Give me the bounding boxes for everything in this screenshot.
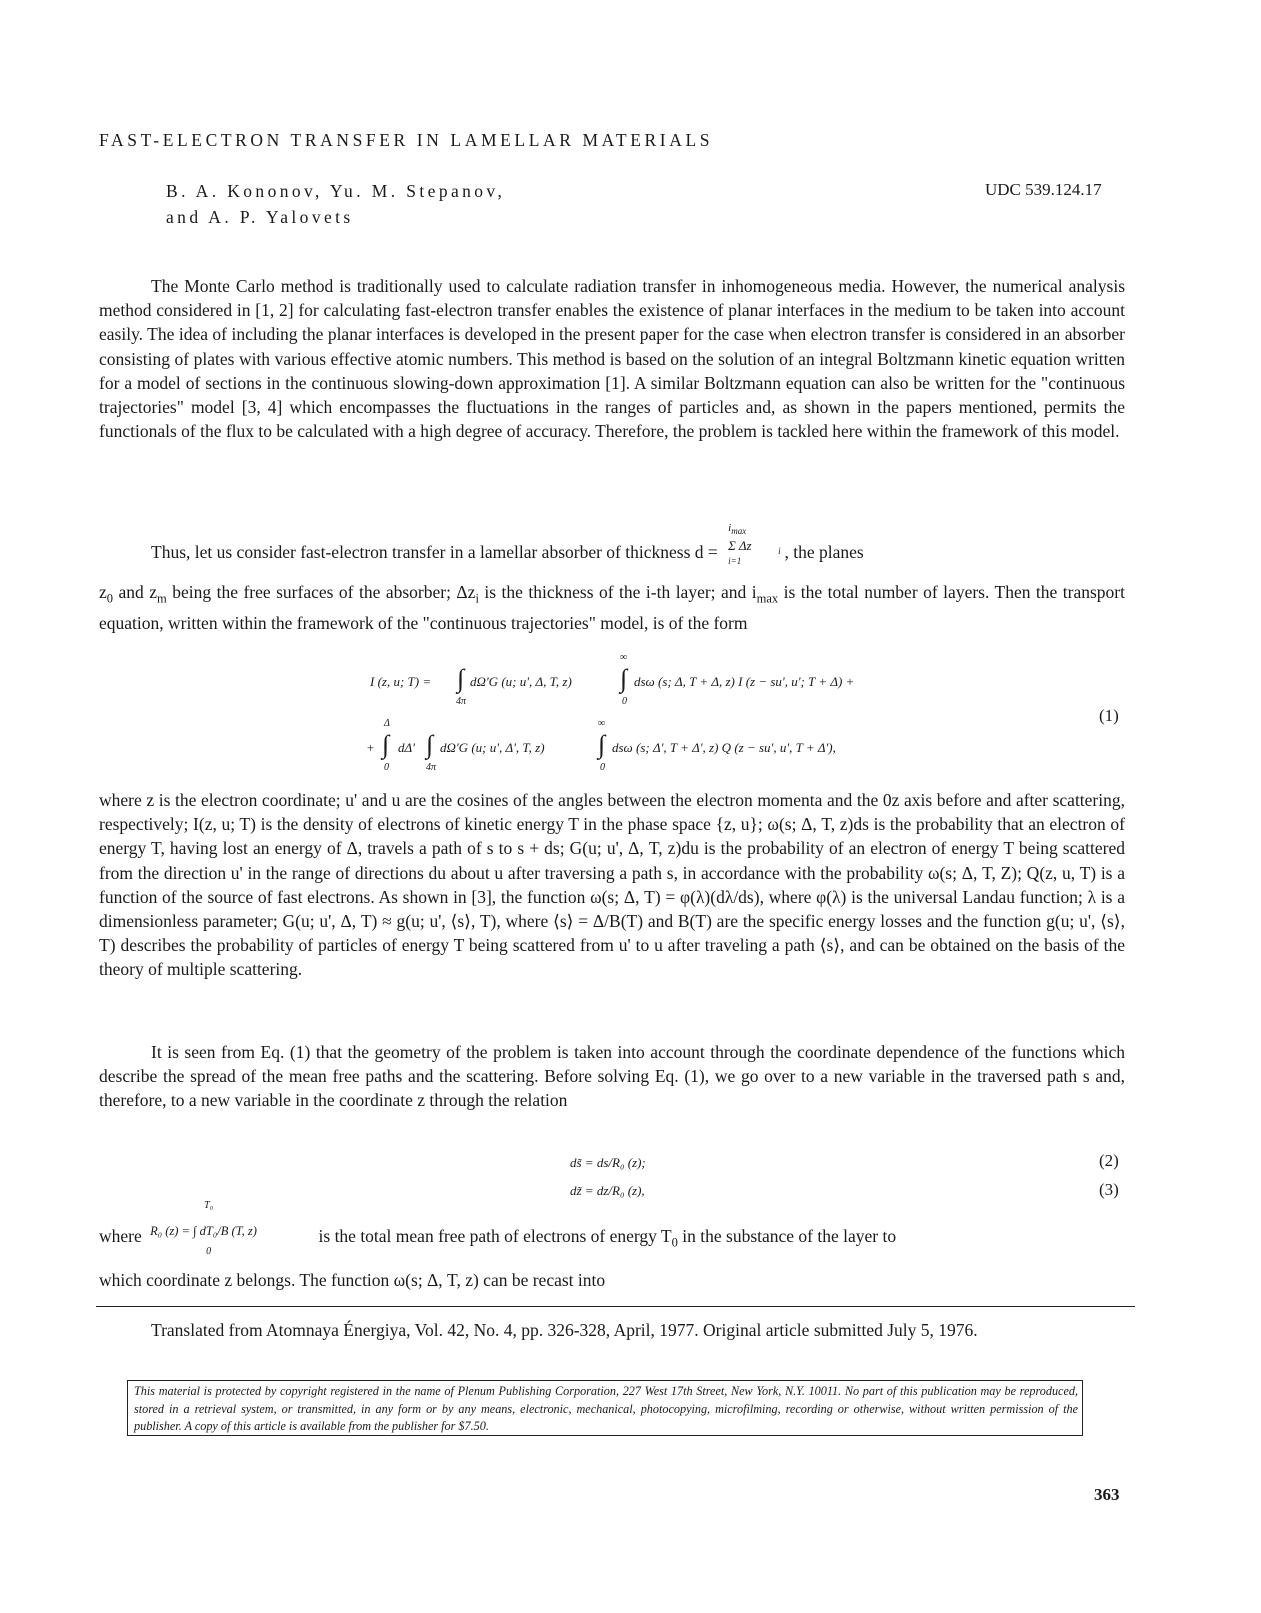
eq1-integral-1: ∫ [457,664,465,693]
paragraph-recast: which coordinate z belongs. The function ω(s; Δ, T, z) can be recast into [99,1270,606,1290]
eq1-limit-0c: 0 [600,762,605,773]
equation-3-number: (3) [1099,1180,1119,1199]
footnote-divider [96,1306,1135,1307]
paragraph-intro: The Monte Carlo method is traditionally used to calculate radiation transfer in inhomogeneous media. However, the numerical analysis method considered in [1, 2] for calculating fast-electron transfer enables the existence of planar interfaces in the medium to be taken into account easily. The idea of including the planar interfaces is developed in the present paper for the case when electron transfer is considered in an absorber consisting of plates with various effective atomic numbers. This method is based on the solution of an integral Boltzmann kinetic equation written for a model of sections in the continuous slowing-down approximation [1]. A similar Boltzmann equation can also be written for the "continuous trajectories" model [3, 4] which encompasses the fluctuations in the ranges of particles and, as shown in the papers mentioned, permits the functionals of the flux to be calculated with a high degree of accuracy. Therefore, the problem is tackled here within the framework of this model. [99,276,1125,442]
r0-lower-limit: 0 [206,1246,212,1257]
eq1-limit-4pi: 4π [456,696,467,707]
eq1-integral-4: ∫ [426,730,434,759]
paragraph-definitions: where z is the electron coordinate; u' and u are the cosines of the angles between the electron momenta and the 0z axis before and after scattering, respectively; I(z, u; T) is the density of electrons of kinetic energy T in the phase space {z, u}; ω(s; Δ, T, z)ds is the probability that an electron of energy T, having lost an energy of Δ, travels a path of s to s + ds; G(u; u', Δ, T, z)du is the probability of an electron of energy T being scattered from the direction u' in the range of directions du about u after traversing a path s, in accordance with the probability ω(s; Δ, T, Z); Q(z, u, T) is a function of the source of fast electrons. As shown in [3], the function ω(s; Δ, T) = φ(λ)(dλ/ds), where φ(λ) is the universal Landau function; λ is a dimensionless parameter; G(u; u', Δ, T) ≈ g(u; u', ⟨s⟩, T), where ⟨s⟩ = Δ/B(T) and B(T) are the specific energy losses and the function g(u; u', ⟨s⟩, T) describes the probability of particles of energy T being scattered from u' to u after traveling a path ⟨s⟩, and can be obtained on the basis of the theory of multiple scattering. [99,790,1125,980]
r0-formula [146,1200,314,1257]
planes-text: , the planes [784,542,864,562]
equation-2: ds̃ = ds/R₀ (z); [570,1155,646,1170]
eq1-integral-3: ∫ [382,730,390,759]
sum-sub-i: i [778,546,781,556]
eq1-plus: + [366,740,375,755]
paragraph-thus-line1 [151,522,864,566]
eq1-term-5: dsω (s; Δ', T + Δ', z) Q (z − su', u', T + Δ'), [612,740,836,755]
r0-expression: R₀ (z) = ∫ dT₀/B (T, z) [150,1224,257,1238]
eq1-limit-0b: 0 [384,762,389,773]
authors-line-2: and A. P. Yalovets [166,207,354,227]
equation-1 [366,652,1070,782]
sum-upper-limit: $i_{max}$ [728,522,747,537]
eq1-term-3: dΔ' [398,740,415,755]
page-number: 363 [1094,1485,1120,1504]
paper-title: FAST-ELECTRON TRANSFER IN LAMELLAR MATERIALS [99,130,714,150]
eq1-limit-inf-b: ∞ [598,718,606,729]
paragraph-thus-continued: $z_0$ and $z_m$ being the free surfaces of the absorber; $\Delta z_i$ is the thickness of the i-th layer; and $i_{max}$ is the total number of layers. Then the transport equation, written within the framework of the "continuous trajectories" model, is of the form [99,582,1125,633]
equation-3: dz̃ = dz/R₀ (z), [570,1183,645,1198]
authors [166,178,505,230]
sum-symbol: Σ Δz [728,538,752,553]
authors-line-1: B. A. Kononov, Yu. M. Stepanov, [166,181,506,201]
eq1-limit-4pi-b: 4π [426,762,437,773]
udc-code: UDC 539.124.17 [985,180,1102,199]
eq1-limit-0: 0 [622,696,627,707]
eq1-term-1: dΩ'G (u; u', Δ, T, z) [470,674,572,689]
paragraph-geometry: It is seen from Eq. (1) that the geometry of the problem is taken into account through the coordinate dependence of the functions which describe the spread of the mean free paths and the scattering. Before solving Eq. (1), we go over to a new variable in the traversed path s and, therefore, to a new variable in the coordinate z through the relation [99,1042,1125,1111]
paragraph-where-r0: where T₀ R₀ (z) = ∫ dT₀/B (T, z) 0 is the total mean free path of electrons of energy $T_0$ in the substance of the layer to [99,1200,897,1257]
equation-2-number: (2) [1099,1151,1119,1170]
eq1-integral-5: ∫ [598,730,606,759]
eq1-limit-inf: ∞ [620,652,628,663]
copyright-notice: This material is protected by copyright registered in the name of Plenum Publishing Corporation, 227 West 17th Street, New York, N.Y. 10011. No part of this publication may be reproduced, stored in a retrieval system, or transmitted, in any form or by any means, electronic, mechanical, photocopying, microfilming, recording or otherwise, without written permission of the publisher. A copy of this article is available from the publisher for $7.50. [127,1380,1083,1436]
eq1-lhs: I (z, u; T) = [370,674,432,689]
translation-note: Translated from Atomnaya Énergiya, Vol. 42, No. 4, pp. 326-328, April, 1977. Original article submitted July 5, 1976. [151,1320,978,1340]
sum-lower-limit: i=1 [728,556,742,566]
eq1-limit-delta: Δ [384,718,390,729]
eq1-term-4: dΩ'G (u; u', Δ', T, z) [440,740,545,755]
eq1-integral-2: ∫ [620,664,628,693]
r0-upper-limit: T₀ [204,1200,214,1211]
eq1-term-2: dsω (s; Δ, T + Δ, z) I (z − su', u'; T + Δ) + [634,674,855,689]
equation-1-number: (1) [1099,706,1119,725]
sum-expression [722,522,781,566]
thus-text: Thus, let us consider fast-electron transfer in a lamellar absorber of thickness d = [151,542,718,562]
